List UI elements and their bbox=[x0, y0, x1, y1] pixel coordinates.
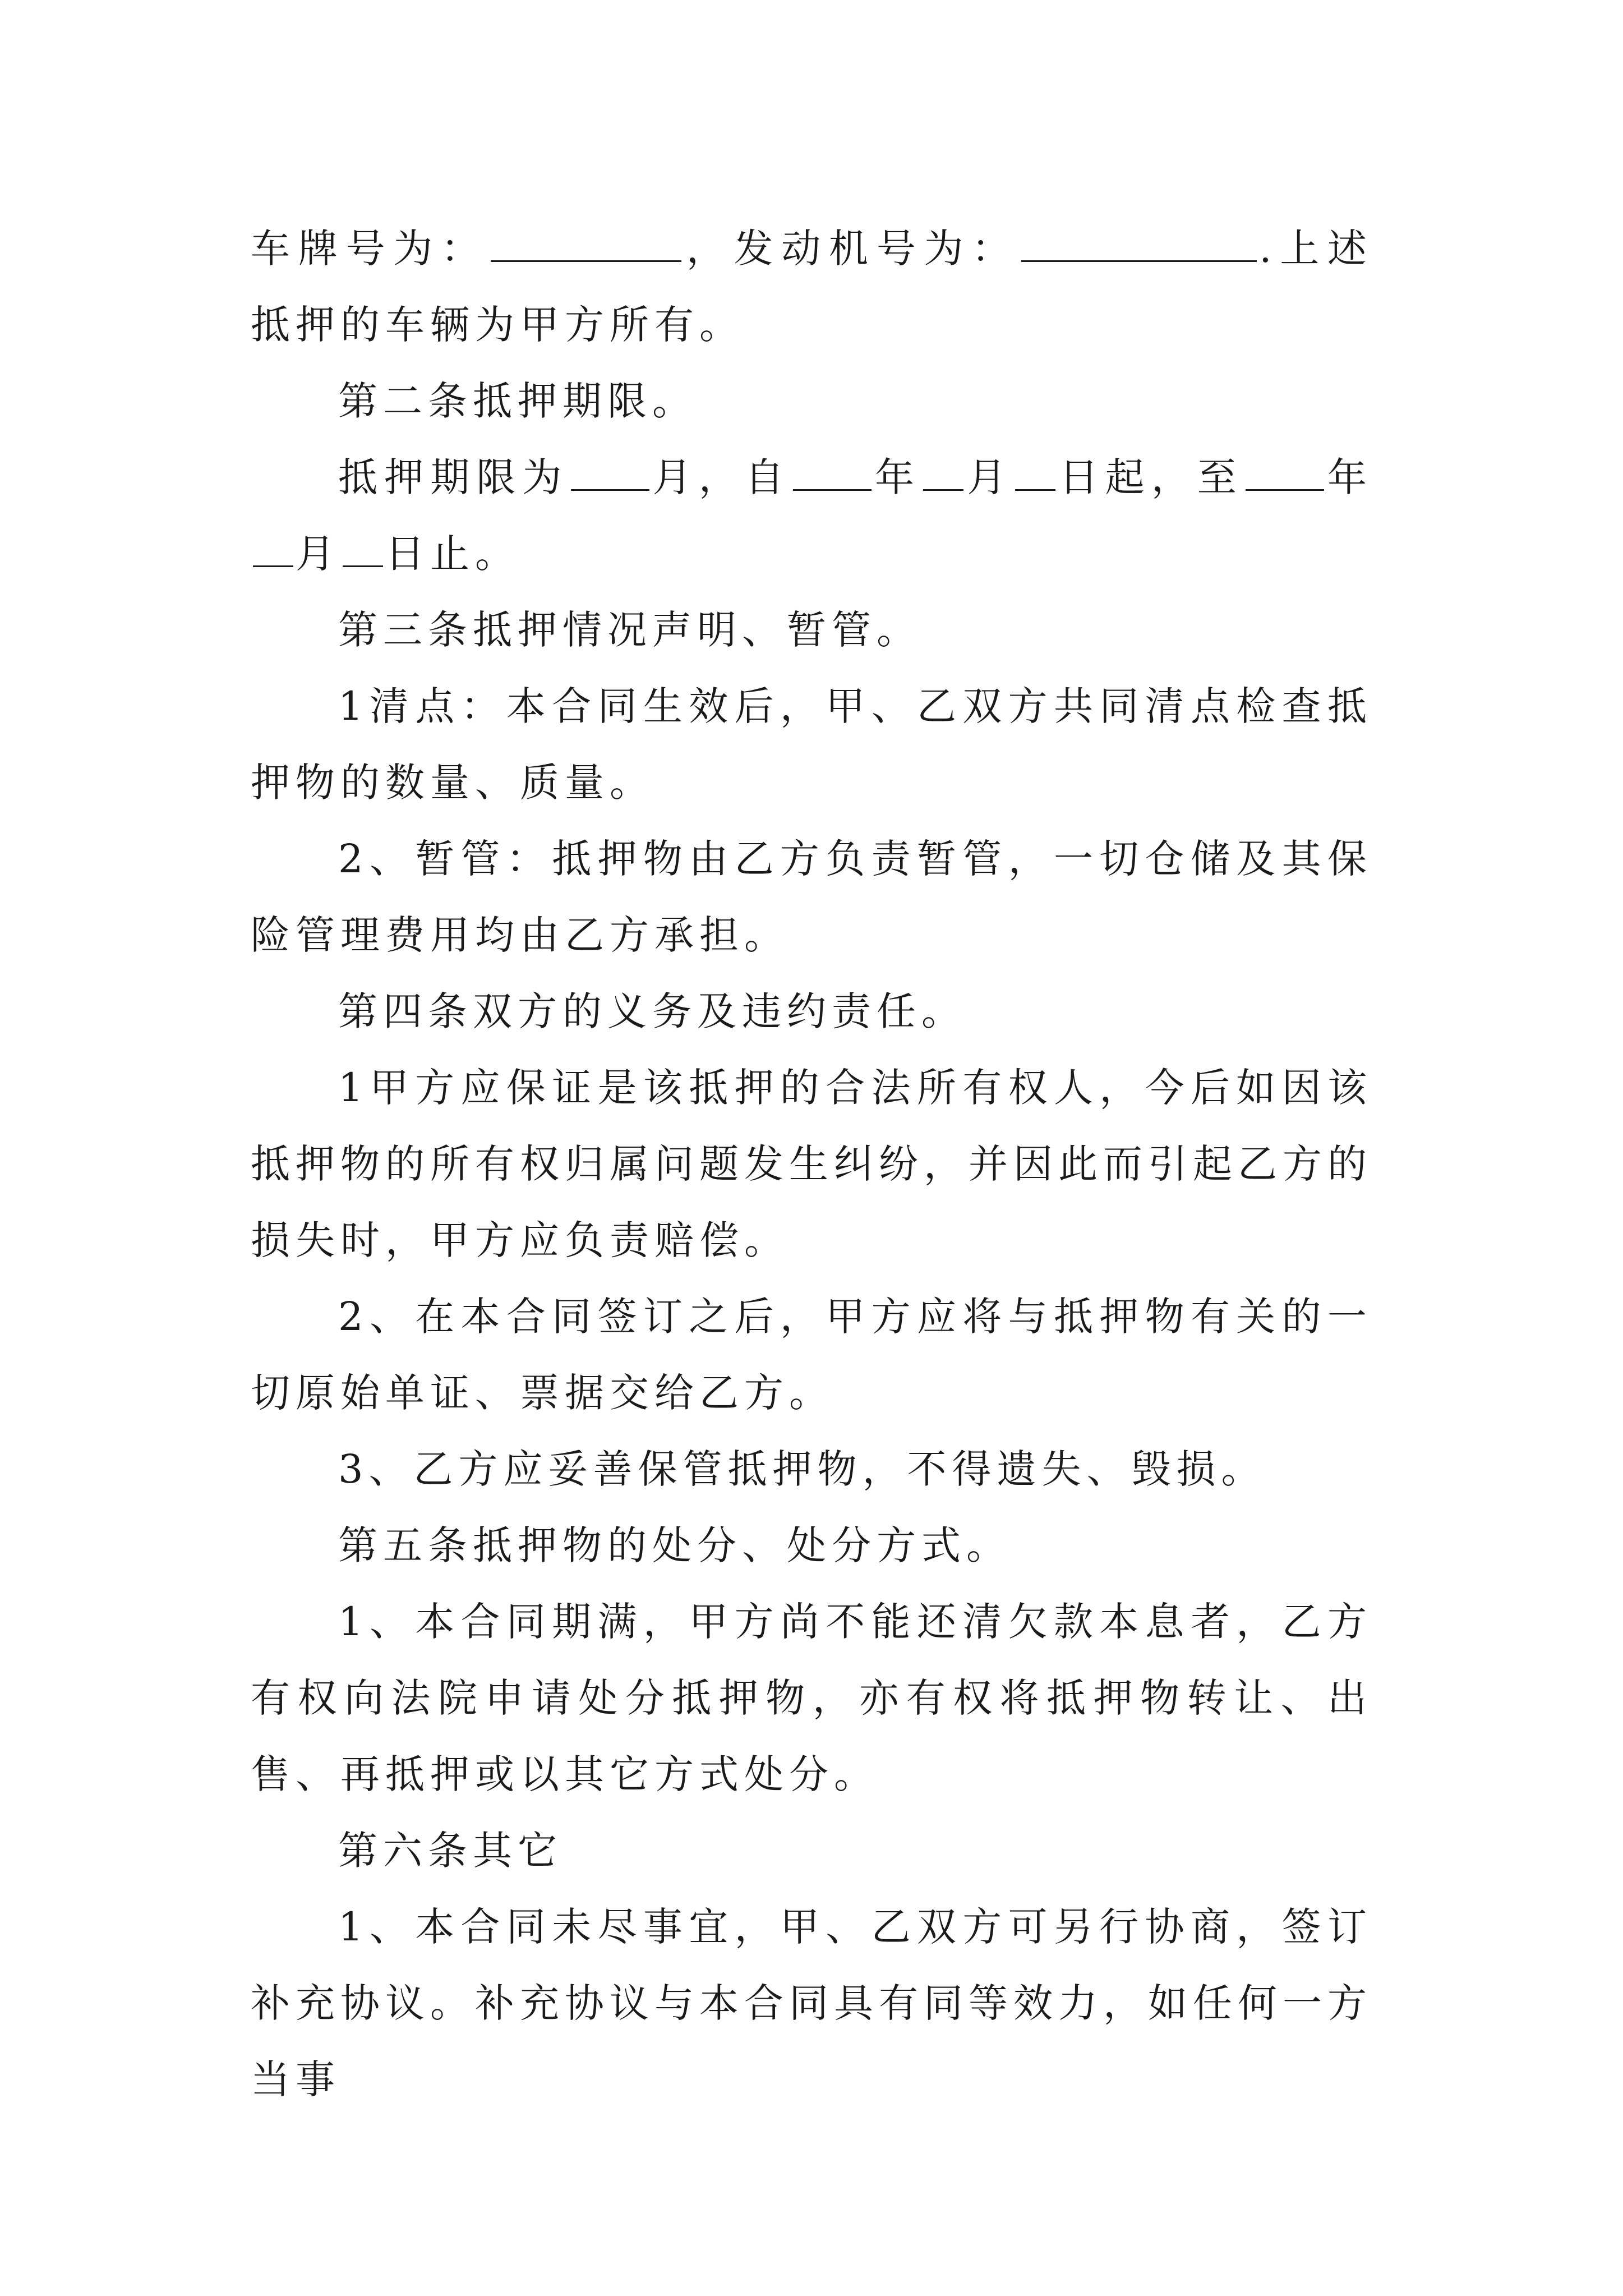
blank-end-year bbox=[1246, 457, 1324, 491]
clause-5-1: 1、本合同期满，甲方尚不能还清欠款本息者，乙方有权向法院申请处分抵押物，亦有权将抵押物转让、出售、再抵押或以其它方式处分。 bbox=[251, 1599, 1372, 1797]
text-month: 月 bbox=[966, 454, 1013, 500]
text-from: 月，自 bbox=[651, 454, 791, 500]
document-body bbox=[251, 210, 1372, 2118]
heading-article-4: 第四条双方的义务及违约责任。 bbox=[338, 988, 966, 1034]
heading-article-2: 第二条抵押期限。 bbox=[338, 378, 697, 424]
text-ownership: .上述抵押的车辆为甲方所有。 bbox=[251, 226, 1373, 348]
text-year: 年 bbox=[873, 454, 921, 500]
clause-3-2: 2、暂管：抵押物由乙方负责暂管，一切仓储及其保险管理费用均由乙方承担。 bbox=[251, 836, 1372, 958]
heading-article-6: 第六条其它 bbox=[338, 1828, 562, 1874]
paragraph-vehicle-info bbox=[251, 210, 1372, 363]
blank-term-months bbox=[571, 457, 649, 491]
text-plate-label: 车牌号为： bbox=[251, 226, 488, 272]
clause-6-1: 1、本合同未尽事宜，甲、乙双方可另行协商，签订补充协议。补充协议与本合同具有同等效力，如任何一方当事 bbox=[251, 1904, 1372, 2102]
clause-4-3: 3、乙方应妥善保管抵押物，不得遗失、毁损。 bbox=[338, 1446, 1266, 1492]
paragraph-term bbox=[251, 439, 1372, 592]
text-term-label: 抵押期限为 bbox=[338, 454, 569, 500]
heading-article-3: 第三条抵押情况声明、暂管。 bbox=[338, 607, 921, 653]
text-engine-label: ，发动机号为： bbox=[683, 226, 1020, 272]
heading-article-5: 第五条抵押物的处分、处分方式。 bbox=[338, 1522, 1011, 1568]
blank-start-month bbox=[923, 457, 963, 491]
blank-engine-number bbox=[1021, 228, 1257, 262]
text-to: 日起，至 bbox=[1058, 454, 1243, 500]
blank-end-month bbox=[253, 533, 293, 567]
text-month: 月 bbox=[296, 531, 340, 577]
blank-start-day bbox=[1015, 457, 1055, 491]
clause-3-1: 1清点：本合同生效后，甲、乙双方共同清点检查抵押物的数量、质量。 bbox=[251, 683, 1372, 806]
blank-end-day bbox=[343, 533, 383, 567]
clause-4-1: 1甲方应保证是该抵押的合法所有权人，今后如因该抵押物的所有权归属问题发生纠纷，并因此而引起乙方的损失时，甲方应负责赔偿。 bbox=[251, 1065, 1372, 1263]
text-end: 日止。 bbox=[385, 531, 520, 577]
clause-4-2: 2、在本合同签订之后，甲方应将与抵押物有关的一切原始单证、票据交给乙方。 bbox=[251, 1294, 1372, 1416]
text-year: 年 bbox=[1326, 454, 1373, 500]
blank-plate-number bbox=[491, 228, 681, 262]
blank-start-year bbox=[793, 457, 872, 491]
